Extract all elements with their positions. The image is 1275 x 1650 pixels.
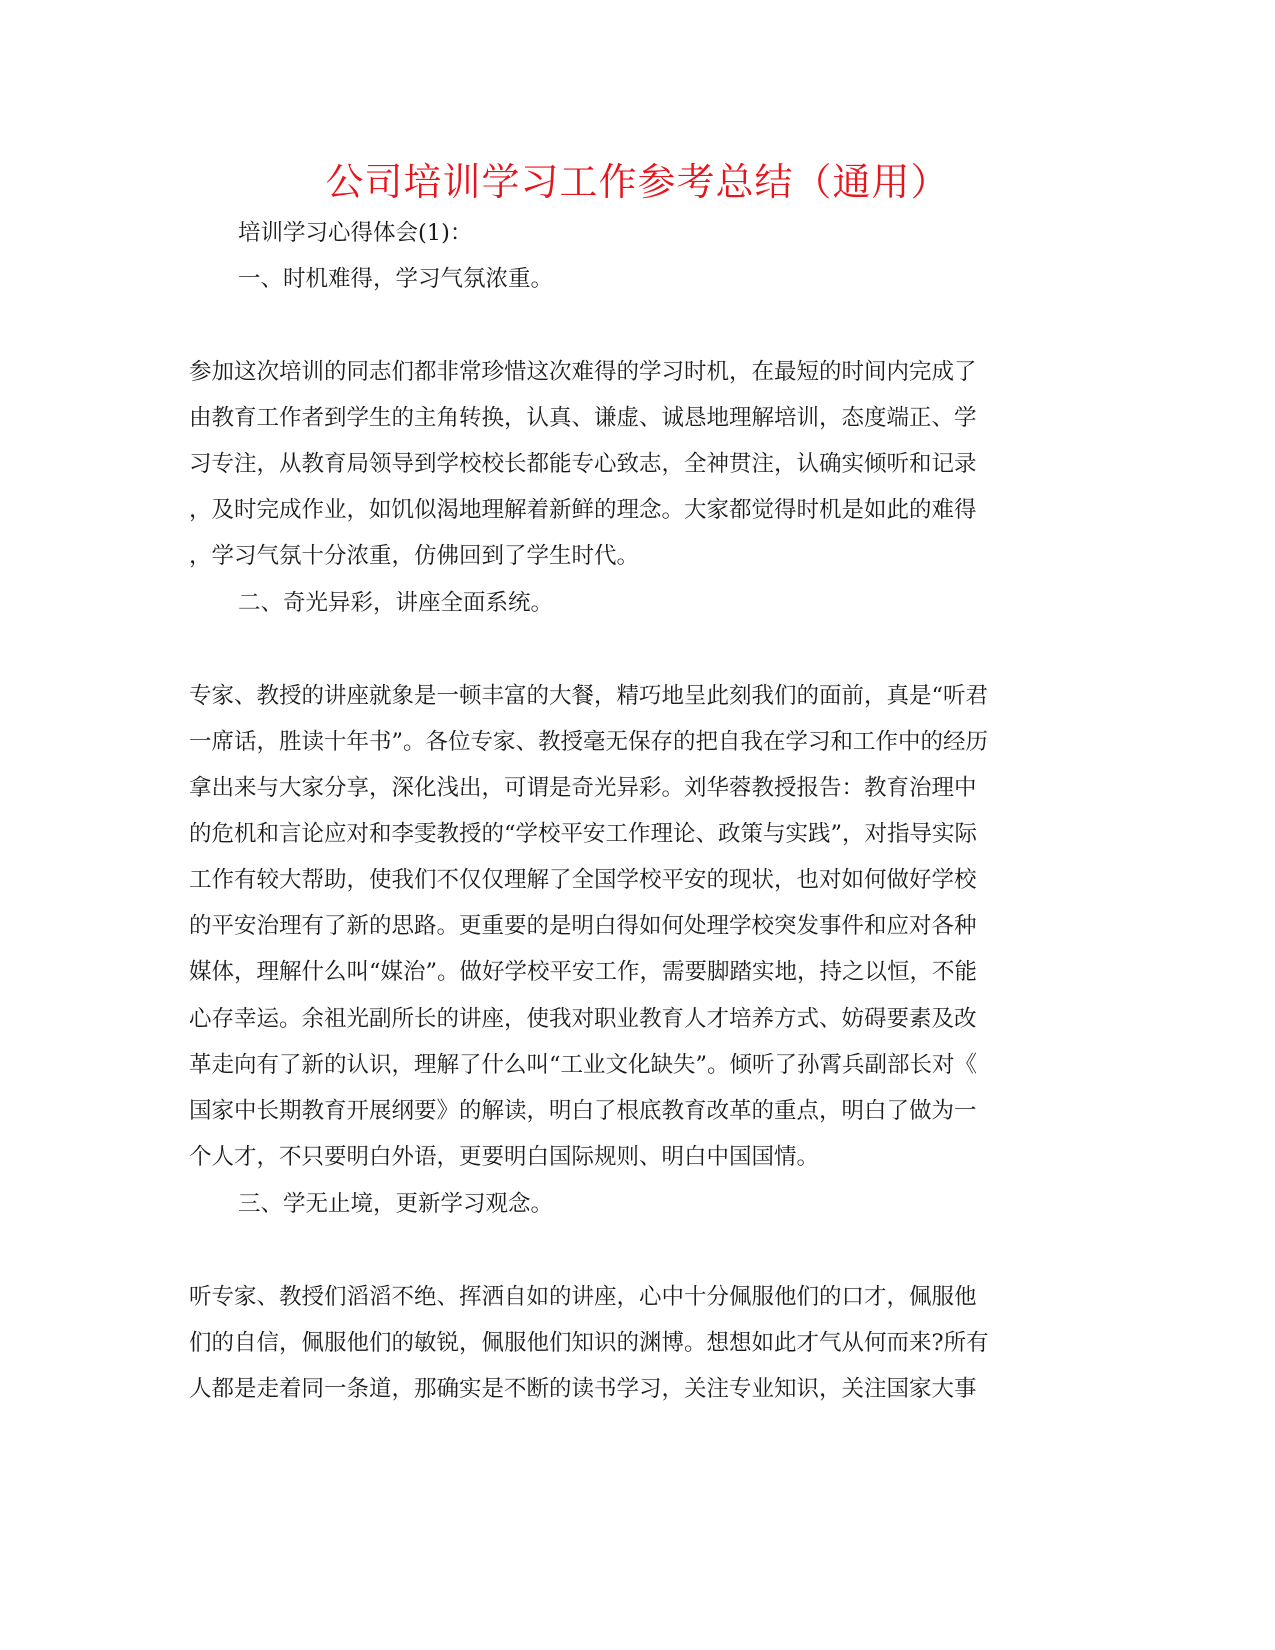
paragraph-3-line: 人都是走着同一条道，那确实是不断的读书学习，关注专业知识，关注国家大事 (189, 1376, 977, 1402)
paragraph-1-line: 习专注，从教育局领导到学校校长都能专心致志，全神贯注，认确实倾听和记录 (189, 451, 977, 477)
paragraph-2-line: 个人才，不只要明白外语，更要明白国际规则、明白中国国情。 (189, 1144, 820, 1170)
paragraph-3-line: 听专家、教授们滔滔不绝、挥洒自如的讲座，心中十分佩服他们的口才，佩服他 (189, 1284, 977, 1310)
document-title: 公司培训学习工作参考总结（通用） (325, 160, 950, 204)
paragraph-2-line: 革走向有了新的认识，理解了什么叫“工业文化缺失”。倾听了孙霄兵副部长对《 (189, 1052, 978, 1078)
paragraph-2-line: 的平安治理有了新的思路。更重要的是明白得如何处理学校突发事件和应对各种 (189, 913, 977, 939)
section-heading-2: 二、奇光异彩，讲座全面系统。 (238, 590, 554, 616)
paragraph-1-line: 由教育工作者到学生的主角转换，认真、谦虚、诚恳地理解培训，态度端正、学 (189, 405, 977, 431)
paragraph-2-line: 国家中长期教育开展纲要》的解读，明白了根底教育改革的重点，明白了做为一 (189, 1098, 977, 1124)
section-heading-3: 三、学无止境，更新学习观念。 (238, 1191, 554, 1217)
paragraph-3-line: 们的自信，佩服他们的敏锐，佩服他们知识的渊博。想想如此才气从何而来?所有 (189, 1330, 989, 1356)
paragraph-2-line: 媒体，理解什么叫“媒治”。做好学校平安工作，需要脚踏实地，持之以恒，不能 (189, 959, 978, 985)
paragraph-1-line: ，学习气氛十分浓重，仿佛回到了学生时代。 (189, 543, 640, 569)
document-subtitle: 培训学习心得体会(1)： (238, 220, 473, 246)
paragraph-2-line: 拿出来与大家分享，深化浅出，可谓是奇光异彩。刘华蓉教授报告：教育治理中 (189, 775, 977, 801)
paragraph-2-line: 心存幸运。余祖光副所长的讲座，使我对职业教育人才培养方式、妨碍要素及改 (189, 1006, 977, 1032)
section-heading-1: 一、时机难得，学习气氛浓重。 (238, 266, 554, 292)
paragraph-2-line: 工作有较大帮助，使我们不仅仅理解了全国学校平安的现状，也对如何做好学校 (189, 867, 977, 893)
paragraph-1-line: 参加这次培训的同志们都非常珍惜这次难得的学习时机，在最短的时间内完成了 (189, 359, 977, 385)
paragraph-2-line: 一席话，胜读十年书”。各位专家、教授毫无保存的把自我在学习和工作中的经历 (189, 729, 989, 755)
paragraph-2-line: 的危机和言论应对和李雯教授的“学校平安工作理论、政策与实践”，对指导实际 (189, 821, 978, 847)
paragraph-1-line: ，及时完成作业，如饥似渴地理解着新鲜的理念。大家都觉得时机是如此的难得 (189, 497, 977, 523)
paragraph-2-line: 专家、教授的讲座就象是一顿丰富的大餐，精巧地呈此刻我们的面前，真是“听君 (189, 683, 989, 709)
